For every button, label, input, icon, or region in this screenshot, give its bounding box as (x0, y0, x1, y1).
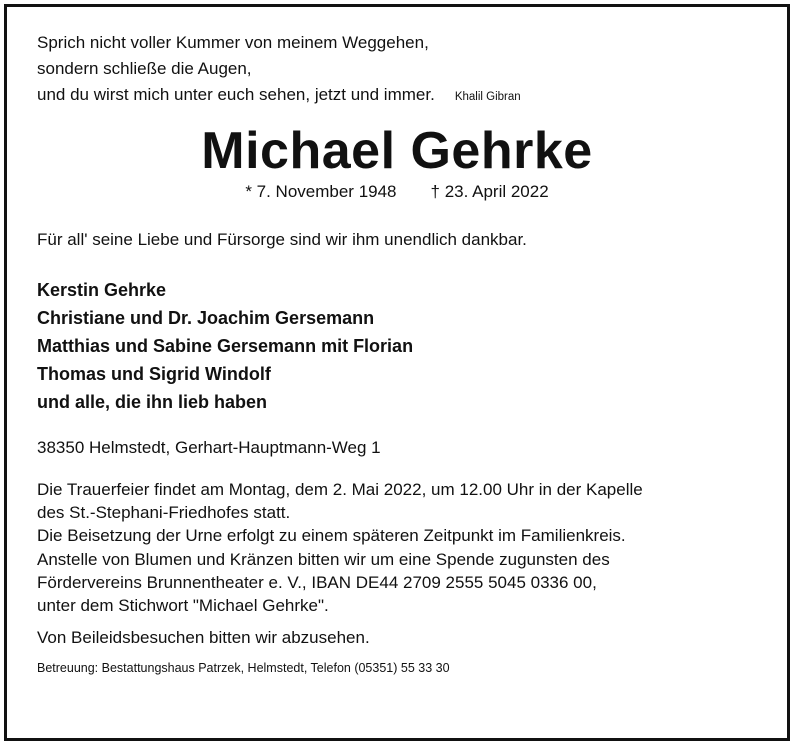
donation-line: unter dem Stichwort "Michael Gehrke". (37, 596, 329, 615)
family-member: Kerstin Gehrke (37, 280, 167, 300)
poem (37, 30, 757, 110)
family-member: Christiane und Dr. Joachim Gersemann (37, 308, 375, 328)
donation-text (37, 548, 757, 617)
urn-line: Die Beisetzung der Urne erfolgt zu einem späteren Zeitpunkt im Familienkreis. (37, 526, 626, 545)
poem-line-text: und du wirst mich unter euch sehen, jetzt und immer. (37, 85, 435, 104)
funeral-info (37, 478, 757, 649)
funeral-text (37, 478, 757, 547)
poem-line (37, 82, 757, 110)
family-member: und alle, die ihn lieb haben (37, 392, 268, 412)
poem-line: sondern schließe die Augen, (37, 59, 252, 78)
poem-author: Khalil Gibran (454, 91, 521, 103)
funeral-line: des St.-Stephani-Friedhofes statt. (37, 503, 291, 522)
thanks-text: Für all' seine Liebe und Fürsorge sind wir ihm unendlich dankbar. (37, 230, 527, 249)
death-date: † 23. April 2022 (430, 182, 549, 201)
obituary-notice (37, 30, 757, 675)
condolence-text: Von Beileidsbesuchen bitten wir abzusehen. (37, 628, 370, 647)
family-member: Matthias und Sabine Gersemann mit Florian (37, 336, 414, 356)
donation-line: Anstelle von Blumen und Kränzen bitten wir um eine Spende zugunsten des (37, 550, 610, 569)
birth-date: * 7. November 1948 (245, 182, 397, 201)
funeral-line: Die Trauerfeier findet am Montag, dem 2. Mai 2022, um 12.00 Uhr in der Kapelle (37, 480, 643, 499)
funeral-home-credit: Betreuung: Bestattungshaus Patrzek, Helmstedt, Telefon (05351) 55 33 30 (37, 661, 450, 675)
family-address: 38350 Helmstedt, Gerhart-Hauptmann-Weg 1 (37, 438, 381, 457)
family-list (37, 276, 757, 416)
donation-line: Fördervereins Brunnentheater e. V., IBAN DE44 2709 2555 5045 0336 00, (37, 573, 597, 592)
deceased-name: Michael Gehrke (201, 122, 593, 180)
life-dates (37, 182, 757, 202)
family-member: Thomas und Sigrid Windolf (37, 364, 271, 384)
poem-line: Sprich nicht voller Kummer von meinem Weggehen, (37, 33, 429, 52)
